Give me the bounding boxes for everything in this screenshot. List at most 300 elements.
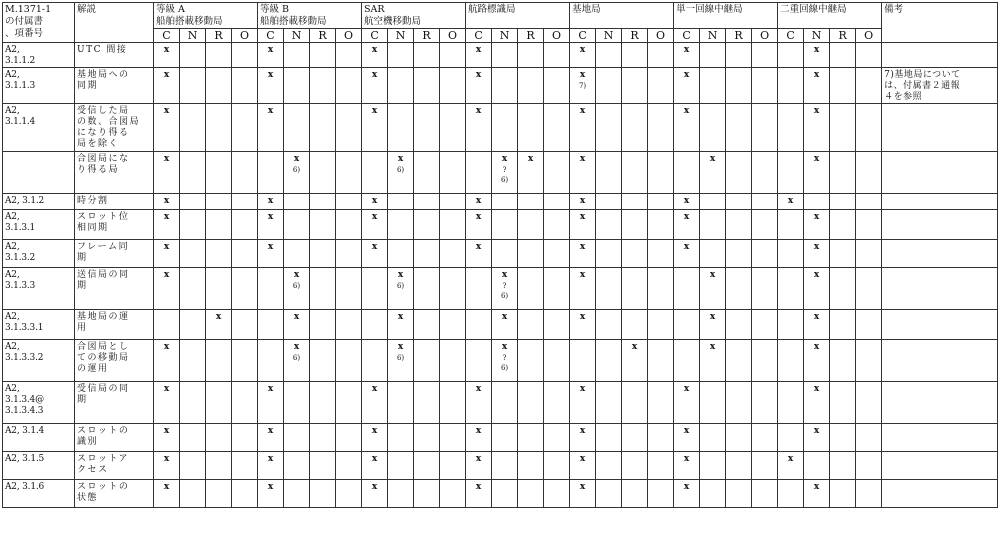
table-row bbox=[3, 194, 998, 210]
mark-cell bbox=[752, 480, 778, 508]
requirement-mark: x bbox=[813, 242, 820, 252]
mark-cell bbox=[362, 68, 388, 104]
mark-cell bbox=[414, 68, 440, 104]
mark-cell bbox=[154, 340, 180, 382]
mark-cell bbox=[570, 382, 596, 424]
requirement-mark: x bbox=[683, 384, 690, 394]
mark-cell bbox=[856, 340, 882, 382]
mark-cell bbox=[336, 152, 362, 194]
mark-cell bbox=[856, 424, 882, 452]
mark-cell bbox=[284, 424, 310, 452]
mark-cell bbox=[518, 424, 544, 452]
mark-cell bbox=[648, 340, 674, 382]
mark-cell bbox=[622, 194, 648, 210]
mark-cell bbox=[726, 240, 752, 268]
row-remarks bbox=[882, 210, 998, 240]
mark-cell bbox=[206, 310, 232, 340]
mark-cell bbox=[726, 424, 752, 452]
footnote-reference: 6) bbox=[396, 282, 405, 290]
subcolumn-header-n: N bbox=[284, 29, 310, 43]
mark-cell bbox=[596, 382, 622, 424]
mark-cell bbox=[830, 452, 856, 480]
mark-cell bbox=[804, 240, 830, 268]
mark-cell bbox=[544, 210, 570, 240]
mark-cell bbox=[180, 152, 206, 194]
mark-cell bbox=[258, 210, 284, 240]
mark-cell bbox=[570, 452, 596, 480]
mark-cell bbox=[388, 43, 414, 68]
mark-cell bbox=[648, 43, 674, 68]
mark-cell bbox=[700, 480, 726, 508]
row-reference: A2, 3.1.3.4@ 3.1.3.4.3 bbox=[3, 382, 75, 424]
mark-cell bbox=[804, 340, 830, 382]
requirement-mark: x bbox=[813, 312, 820, 322]
mark-cell bbox=[206, 240, 232, 268]
mark-cell bbox=[570, 68, 596, 104]
column-header-station: SAR 航空機移動局 bbox=[362, 3, 466, 29]
subcolumn-header-n: N bbox=[700, 29, 726, 43]
subcolumn-header-r: R bbox=[206, 29, 232, 43]
requirement-mark: x bbox=[579, 454, 586, 464]
footnote-reference: 6) bbox=[396, 354, 405, 362]
mark-cell bbox=[258, 452, 284, 480]
row-reference: A2, 3.1.4 bbox=[3, 424, 75, 452]
mark-cell bbox=[700, 452, 726, 480]
mark-cell bbox=[362, 240, 388, 268]
mark-cell bbox=[492, 68, 518, 104]
mark-cell bbox=[180, 240, 206, 268]
requirement-mark: x bbox=[293, 312, 300, 322]
mark-cell bbox=[206, 268, 232, 310]
subcolumn-header-n: N bbox=[804, 29, 830, 43]
mark-cell bbox=[726, 43, 752, 68]
mark-cell bbox=[492, 310, 518, 340]
table-row bbox=[3, 424, 998, 452]
mark-cell bbox=[232, 210, 258, 240]
mark-cell bbox=[726, 104, 752, 152]
mark-cell bbox=[622, 43, 648, 68]
requirement-mark: x bbox=[267, 196, 274, 206]
requirement-mark: x bbox=[683, 196, 690, 206]
mark-cell bbox=[778, 240, 804, 268]
mark-cell bbox=[700, 194, 726, 210]
row-remarks bbox=[882, 194, 998, 210]
row-description: 受信局の同 期 bbox=[75, 382, 154, 424]
row-remarks bbox=[882, 43, 998, 68]
mark-cell bbox=[700, 104, 726, 152]
mark-cell bbox=[648, 382, 674, 424]
mark-cell bbox=[726, 452, 752, 480]
mark-cell bbox=[674, 210, 700, 240]
mark-cell bbox=[570, 268, 596, 310]
mark-cell bbox=[284, 194, 310, 210]
mark-cell bbox=[414, 480, 440, 508]
mark-cell bbox=[466, 382, 492, 424]
subcolumn-header-c: C bbox=[466, 29, 492, 43]
mark-cell bbox=[804, 480, 830, 508]
mark-cell bbox=[726, 310, 752, 340]
subcolumn-header-o: O bbox=[856, 29, 882, 43]
mark-cell bbox=[596, 240, 622, 268]
requirement-mark: x bbox=[163, 270, 170, 280]
row-remarks bbox=[882, 424, 998, 452]
mark-cell bbox=[414, 240, 440, 268]
mark-cell bbox=[544, 68, 570, 104]
mark-cell bbox=[856, 152, 882, 194]
mark-cell bbox=[778, 452, 804, 480]
mark-cell bbox=[206, 382, 232, 424]
row-description: スロットの 状態 bbox=[75, 480, 154, 508]
table-row bbox=[3, 268, 998, 310]
mark-cell bbox=[258, 340, 284, 382]
mark-cell bbox=[622, 310, 648, 340]
mark-cell bbox=[622, 480, 648, 508]
footnote-reference: 7) bbox=[578, 82, 587, 90]
mark-cell bbox=[206, 104, 232, 152]
mark-cell bbox=[752, 104, 778, 152]
footnote-reference: ? 6) bbox=[500, 354, 509, 372]
mark-cell bbox=[622, 452, 648, 480]
mark-cell bbox=[414, 104, 440, 152]
requirement-mark: x bbox=[163, 342, 170, 352]
mark-cell bbox=[778, 424, 804, 452]
mark-cell bbox=[284, 480, 310, 508]
requirement-mark: x bbox=[683, 70, 690, 80]
row-remarks bbox=[882, 104, 998, 152]
requirement-mark: x bbox=[397, 154, 404, 164]
mark-cell bbox=[596, 68, 622, 104]
mark-cell bbox=[440, 310, 466, 340]
requirement-mark: x bbox=[579, 312, 586, 322]
mark-cell bbox=[362, 310, 388, 340]
requirement-mark: x bbox=[579, 482, 586, 492]
mark-cell bbox=[336, 424, 362, 452]
requirement-mark: x bbox=[709, 312, 716, 322]
mark-cell bbox=[232, 480, 258, 508]
requirement-mark: x bbox=[163, 106, 170, 116]
requirement-mark: x bbox=[813, 342, 820, 352]
mark-cell bbox=[258, 152, 284, 194]
mark-cell bbox=[362, 452, 388, 480]
mark-cell bbox=[700, 68, 726, 104]
mark-cell bbox=[232, 424, 258, 452]
mark-cell bbox=[206, 340, 232, 382]
mark-cell bbox=[154, 43, 180, 68]
subcolumn-header-n: N bbox=[596, 29, 622, 43]
subcolumn-header-c: C bbox=[570, 29, 596, 43]
requirement-mark: x bbox=[475, 196, 482, 206]
mark-cell bbox=[206, 68, 232, 104]
row-remarks bbox=[882, 340, 998, 382]
requirement-mark: x bbox=[267, 70, 274, 80]
requirement-mark: x bbox=[163, 384, 170, 394]
requirement-mark: x bbox=[371, 70, 378, 80]
mark-cell bbox=[622, 210, 648, 240]
mark-cell bbox=[284, 43, 310, 68]
requirement-mark: x bbox=[683, 212, 690, 222]
mark-cell bbox=[596, 268, 622, 310]
mark-cell bbox=[856, 240, 882, 268]
row-remarks bbox=[882, 268, 998, 310]
mark-cell bbox=[570, 424, 596, 452]
mark-cell bbox=[232, 240, 258, 268]
mark-cell bbox=[154, 68, 180, 104]
mark-cell bbox=[284, 382, 310, 424]
requirement-mark: x bbox=[163, 482, 170, 492]
mark-cell bbox=[180, 194, 206, 210]
mark-cell bbox=[518, 310, 544, 340]
mark-cell bbox=[856, 43, 882, 68]
mark-cell bbox=[336, 310, 362, 340]
requirement-mark: x bbox=[267, 45, 274, 55]
subcolumn-header-o: O bbox=[440, 29, 466, 43]
requirement-mark: x bbox=[501, 270, 508, 280]
mark-cell bbox=[544, 268, 570, 310]
mark-cell bbox=[154, 310, 180, 340]
mark-cell bbox=[362, 210, 388, 240]
mark-cell bbox=[752, 194, 778, 210]
requirement-mark: x bbox=[813, 70, 820, 80]
table-row bbox=[3, 240, 998, 268]
requirement-mark: x bbox=[501, 154, 508, 164]
row-reference: A2, 3.1.2 bbox=[3, 194, 75, 210]
row-description: スロットの 識別 bbox=[75, 424, 154, 452]
requirement-mark: x bbox=[371, 212, 378, 222]
mark-cell bbox=[596, 104, 622, 152]
mark-cell bbox=[336, 480, 362, 508]
requirement-mark: x bbox=[527, 154, 534, 164]
mark-cell bbox=[518, 210, 544, 240]
mark-cell bbox=[466, 268, 492, 310]
mark-cell bbox=[466, 240, 492, 268]
mark-cell bbox=[778, 268, 804, 310]
mark-cell bbox=[310, 340, 336, 382]
requirement-mark: x bbox=[371, 45, 378, 55]
subcolumn-header-r: R bbox=[622, 29, 648, 43]
subcolumn-header-n: N bbox=[388, 29, 414, 43]
mark-cell bbox=[830, 210, 856, 240]
mark-cell bbox=[570, 240, 596, 268]
requirement-mark: x bbox=[267, 426, 274, 436]
mark-cell bbox=[466, 452, 492, 480]
mark-cell bbox=[180, 424, 206, 452]
mark-cell bbox=[544, 104, 570, 152]
mark-cell bbox=[492, 268, 518, 310]
mark-cell bbox=[154, 382, 180, 424]
mark-cell bbox=[518, 452, 544, 480]
mark-cell bbox=[492, 382, 518, 424]
mark-cell bbox=[258, 43, 284, 68]
mark-cell bbox=[310, 43, 336, 68]
mark-cell bbox=[310, 382, 336, 424]
mark-cell bbox=[466, 152, 492, 194]
mark-cell bbox=[388, 382, 414, 424]
requirement-mark: x bbox=[371, 454, 378, 464]
requirement-mark: x bbox=[579, 70, 586, 80]
row-remarks bbox=[882, 452, 998, 480]
mark-cell bbox=[206, 152, 232, 194]
mark-cell bbox=[362, 194, 388, 210]
mark-cell bbox=[336, 240, 362, 268]
mark-cell bbox=[648, 452, 674, 480]
mark-cell bbox=[804, 452, 830, 480]
mark-cell bbox=[440, 480, 466, 508]
mark-cell bbox=[596, 152, 622, 194]
table-row bbox=[3, 210, 998, 240]
mark-cell bbox=[648, 210, 674, 240]
mark-cell bbox=[388, 240, 414, 268]
mark-cell bbox=[596, 310, 622, 340]
mark-cell bbox=[232, 43, 258, 68]
mark-cell bbox=[232, 68, 258, 104]
subcolumn-header-c: C bbox=[778, 29, 804, 43]
mark-cell bbox=[596, 480, 622, 508]
mark-cell bbox=[310, 240, 336, 268]
mark-cell bbox=[466, 480, 492, 508]
mark-cell bbox=[232, 382, 258, 424]
row-reference: A2, 3.1.3.2 bbox=[3, 240, 75, 268]
mark-cell bbox=[180, 268, 206, 310]
mark-cell bbox=[648, 268, 674, 310]
mark-cell bbox=[518, 43, 544, 68]
requirement-mark: x bbox=[163, 45, 170, 55]
requirement-mark: x bbox=[371, 242, 378, 252]
mark-cell bbox=[570, 310, 596, 340]
mark-cell bbox=[492, 452, 518, 480]
mark-cell bbox=[440, 152, 466, 194]
requirement-mark: x bbox=[475, 106, 482, 116]
mark-cell bbox=[492, 152, 518, 194]
mark-cell bbox=[596, 452, 622, 480]
mark-cell bbox=[362, 152, 388, 194]
requirement-mark: x bbox=[579, 154, 586, 164]
requirement-mark: x bbox=[475, 212, 482, 222]
mark-cell bbox=[518, 480, 544, 508]
mark-cell bbox=[232, 268, 258, 310]
mark-cell bbox=[752, 210, 778, 240]
mark-cell bbox=[570, 480, 596, 508]
mark-cell bbox=[414, 268, 440, 310]
requirement-mark: x bbox=[267, 212, 274, 222]
requirement-mark: x bbox=[683, 106, 690, 116]
mark-cell bbox=[804, 310, 830, 340]
mark-cell bbox=[492, 424, 518, 452]
mark-cell bbox=[700, 240, 726, 268]
requirement-mark: x bbox=[163, 242, 170, 252]
footnote-reference: ? 6) bbox=[500, 282, 509, 300]
mark-cell bbox=[752, 240, 778, 268]
mark-cell bbox=[622, 382, 648, 424]
requirement-mark: x bbox=[397, 342, 404, 352]
mark-cell bbox=[648, 310, 674, 340]
mark-cell bbox=[726, 68, 752, 104]
requirement-mark: x bbox=[267, 384, 274, 394]
mark-cell bbox=[258, 382, 284, 424]
table-row bbox=[3, 68, 998, 104]
column-header-station: 航路標識局 bbox=[466, 3, 570, 29]
mark-cell bbox=[570, 340, 596, 382]
mark-cell bbox=[336, 210, 362, 240]
footnote-reference: 6) bbox=[396, 166, 405, 174]
mark-cell bbox=[544, 152, 570, 194]
mark-cell bbox=[414, 452, 440, 480]
mark-cell bbox=[258, 68, 284, 104]
footnote-reference: 6) bbox=[292, 282, 301, 290]
mark-cell bbox=[700, 210, 726, 240]
mark-cell bbox=[492, 104, 518, 152]
mark-cell bbox=[518, 68, 544, 104]
row-reference: A2, 3.1.3.1 bbox=[3, 210, 75, 240]
mark-cell bbox=[778, 194, 804, 210]
mark-cell bbox=[414, 424, 440, 452]
mark-cell bbox=[596, 424, 622, 452]
mark-cell bbox=[362, 43, 388, 68]
mark-cell bbox=[180, 382, 206, 424]
mark-cell bbox=[674, 340, 700, 382]
requirement-mark: x bbox=[813, 106, 820, 116]
requirement-mark: x bbox=[371, 196, 378, 206]
row-remarks bbox=[882, 480, 998, 508]
mark-cell bbox=[752, 452, 778, 480]
row-remarks bbox=[882, 240, 998, 268]
mark-cell bbox=[206, 210, 232, 240]
row-reference: A2, 3.1.6 bbox=[3, 480, 75, 508]
mark-cell bbox=[362, 382, 388, 424]
mark-cell bbox=[414, 382, 440, 424]
mark-cell bbox=[570, 152, 596, 194]
mark-cell bbox=[336, 68, 362, 104]
row-description: 基地局への 同期 bbox=[75, 68, 154, 104]
mark-cell bbox=[596, 43, 622, 68]
mark-cell bbox=[180, 452, 206, 480]
mark-cell bbox=[778, 152, 804, 194]
requirement-mark: x bbox=[813, 154, 820, 164]
mark-cell bbox=[310, 68, 336, 104]
mark-cell bbox=[856, 268, 882, 310]
mark-cell bbox=[674, 43, 700, 68]
mark-cell bbox=[258, 194, 284, 210]
mark-cell bbox=[388, 210, 414, 240]
mark-cell bbox=[830, 340, 856, 382]
mark-cell bbox=[388, 310, 414, 340]
mark-cell bbox=[856, 68, 882, 104]
requirement-mark: x bbox=[579, 270, 586, 280]
row-description: スロット位 相同期 bbox=[75, 210, 154, 240]
mark-cell bbox=[284, 310, 310, 340]
mark-cell bbox=[804, 68, 830, 104]
mark-cell bbox=[648, 424, 674, 452]
mark-cell bbox=[830, 68, 856, 104]
mark-cell bbox=[778, 480, 804, 508]
requirement-mark: x bbox=[267, 454, 274, 464]
subcolumn-header-o: O bbox=[336, 29, 362, 43]
mark-cell bbox=[700, 382, 726, 424]
row-description: スロットア クセス bbox=[75, 452, 154, 480]
mark-cell bbox=[180, 340, 206, 382]
mark-cell bbox=[180, 104, 206, 152]
mark-cell bbox=[440, 452, 466, 480]
mark-cell bbox=[232, 452, 258, 480]
subcolumn-header-r: R bbox=[518, 29, 544, 43]
requirement-mark: x bbox=[267, 242, 274, 252]
requirement-mark: x bbox=[163, 70, 170, 80]
mark-cell bbox=[154, 152, 180, 194]
table-row bbox=[3, 340, 998, 382]
mark-cell bbox=[440, 210, 466, 240]
requirement-mark: x bbox=[683, 482, 690, 492]
requirement-mark: x bbox=[787, 196, 794, 206]
mark-cell bbox=[674, 480, 700, 508]
